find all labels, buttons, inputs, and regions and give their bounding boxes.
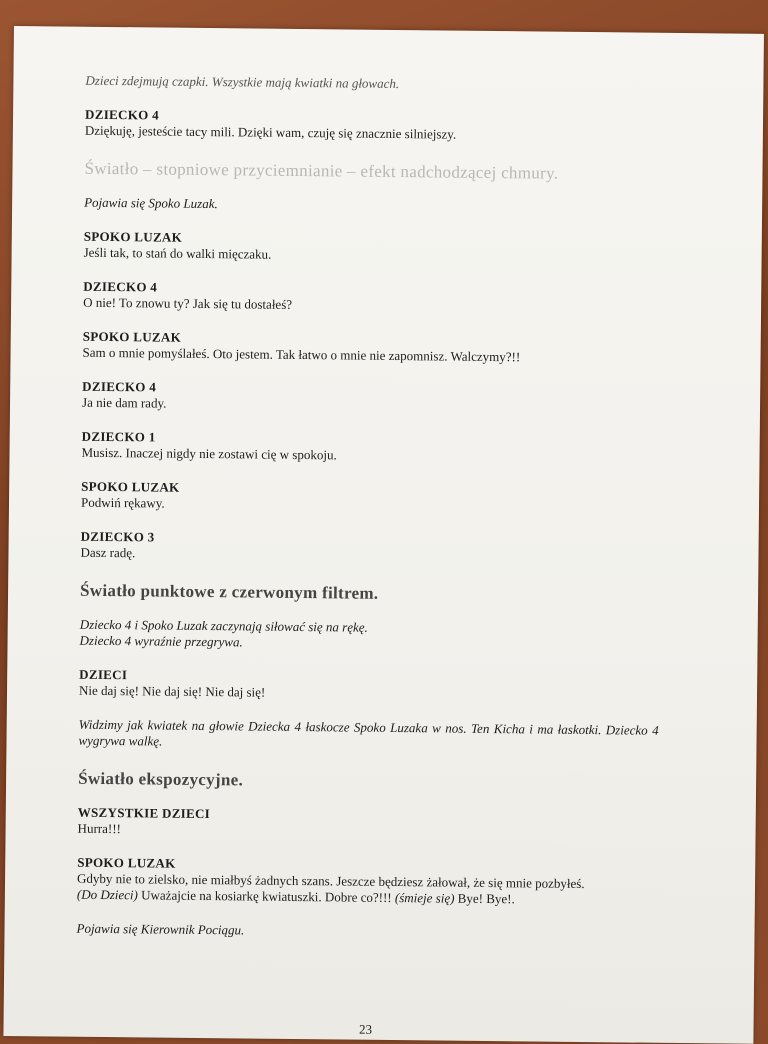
dialogue-line: Hurra!!! [77, 820, 121, 837]
speaker-name: WSZYSTKIE DZIECI [77, 804, 211, 822]
stage-line: Dziecko 4 wyraźnie przegrywa. [79, 632, 243, 650]
dialogue-block [83, 279, 663, 317]
stage-direction: Pojawia się Kierownik Pociągu. [76, 920, 245, 938]
speaker-name: DZIECI [79, 666, 128, 683]
dialogue-text: Uważajcie na kosiarkę kwiatuszki. Dobre co?!!! [137, 887, 395, 906]
stage-aside: (Do Dzieci) [76, 886, 139, 903]
lighting-cue: Światło ekspozycyjne. [78, 768, 244, 790]
speaker-name: DZIECKO 4 [82, 378, 157, 395]
dialogue-block [81, 479, 661, 517]
dialogue-line: Musisz. Inaczej nigdy nie zostawi cię w spokoju. [81, 444, 337, 463]
speaker-name: SPOKO LUZAK [77, 854, 176, 871]
speaker-name: DZIECKO 4 [83, 278, 158, 295]
dialogue-block [78, 805, 658, 843]
dialogue-block [84, 229, 664, 267]
stage-direction: Pojawia się Spoko Luzak. [84, 194, 218, 212]
stage-direction: Widzimy jak kwiatek na głowie Dziecka 4 łaskocze Spoko Luzaka w nos. Ten Kicha i ma łaskotki. Dziecko 4 wygrywa walkę. [78, 716, 659, 749]
dialogue-block [82, 329, 662, 367]
dialogue-line: Podwiń rękawy. [80, 494, 165, 511]
script-page [3, 26, 764, 1044]
dialogue-block [80, 529, 660, 567]
dialogue-text: Bye! Bye!. [454, 890, 515, 907]
dialogue-block [82, 379, 662, 417]
dialogue-block [85, 107, 665, 145]
stage-direction [79, 617, 659, 655]
page-number: 23 [358, 1021, 373, 1037]
dialogue-line: Jeśli tak, to stań do walki mięczaku. [83, 244, 272, 262]
speaker-name: DZIECKO 1 [81, 428, 156, 445]
dialogue-line: Sam o mnie pomyślałeś. Oto jestem. Tak łatwo o mnie nie zapomnisz. Walczymy?!! [82, 344, 521, 365]
dialogue-line: Dziękuję, jesteście tacy mili. Dzięki wam, czuję się znacznie silniejszy. [84, 122, 457, 142]
stage-line: Dziecko 4 i Spoko Luzak zaczynają siłować się na rękę. [79, 616, 368, 635]
speaker-name: DZIECKO 4 [85, 106, 160, 123]
speaker-name: SPOKO LUZAK [82, 328, 182, 345]
speaker-name: SPOKO LUZAK [83, 228, 183, 245]
stage-direction: Dzieci zdejmują czapki. Wszystkie mają kwiatki na głowach. [85, 72, 400, 92]
speaker-name: DZIECKO 3 [80, 528, 155, 545]
dialogue-line: Ja nie dam rady. [81, 394, 167, 411]
dialogue-line: Gdyby nie to zielsko, nie miałbyś żadnych szans. Jeszcze będziesz żałował, że się mnie pozbyłeś. [77, 870, 585, 892]
page-text [76, 72, 665, 1037]
dialogue-line: Dasz radę. [80, 544, 136, 561]
speaker-name: SPOKO LUZAK [81, 478, 180, 495]
lighting-cue: Światło – stopniowe przyciemnianie – efekt nadchodzącej chmury. [84, 158, 559, 183]
stage-aside: (śmieje się) [394, 890, 455, 906]
dialogue-block [79, 667, 659, 705]
dialogue-block [81, 429, 661, 467]
dialogue-line: Nie daj się! Nie daj się! Nie daj się! [78, 682, 266, 700]
dialogue-block [77, 855, 657, 909]
lighting-cue: Światło punktowe z czerwonym filtrem. [79, 580, 379, 603]
dialogue-line: O nie! To znowu ty? Jak się tu dostałeś? [83, 294, 293, 312]
